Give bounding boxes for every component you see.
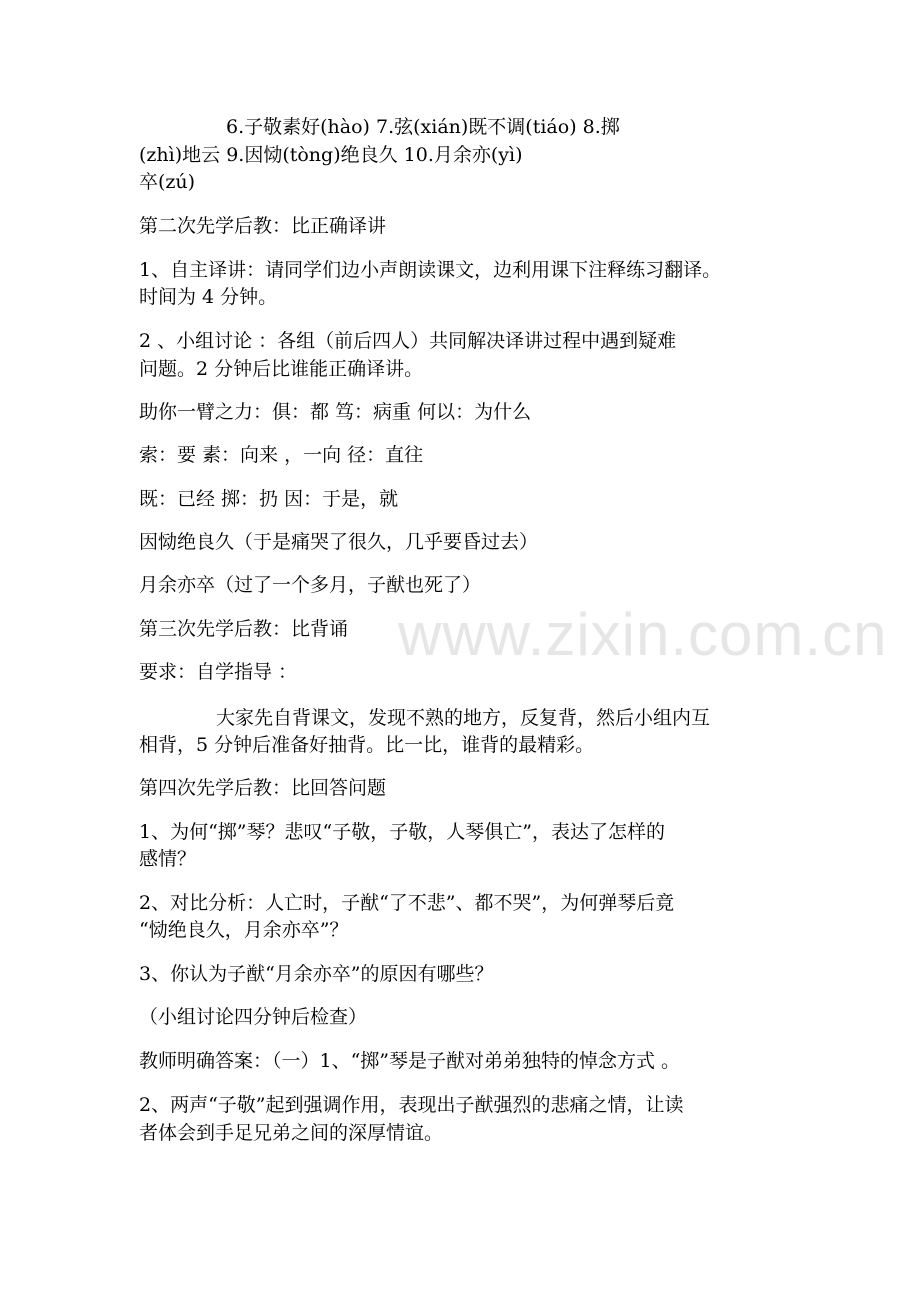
text-line: 6.子敬素好(hào) 7.弦(xián)既不调(tiáo) 8.掷 <box>226 116 620 138</box>
text-line: 时间为 4 分钟。 <box>139 286 278 308</box>
question-line: 1、为何“掷”琴？悲叹“子敬，子敬，人琴俱亡”，表达了怎样的 <box>139 821 665 843</box>
text-line: 问题。2 分钟后比谁能正确译讲。 <box>139 358 424 380</box>
text-line: (zhì)地云 9.因恸(tòng)绝良久 10.月余亦(yì) <box>139 144 523 166</box>
watermark: www.zixin.com.cn <box>398 601 888 668</box>
text-line: 既：已经 掷：扔 因：于是，就 <box>139 488 399 510</box>
text-line: 索：要 素：向来 ，一向 径：直往 <box>139 444 424 466</box>
text-line: 大家先自背课文，发现不熟的地方，反复背，然后小组内互 <box>216 707 711 729</box>
question-line: “恸绝良久，月余亦卒”？ <box>139 919 349 941</box>
text-line: 助你一臂之力：俱：都 笃：病重 何以：为什么 <box>139 401 532 423</box>
answer-line: 2、两声“子敬”起到强调作用，表现出子猷强烈的悲痛之情，让读 <box>139 1094 684 1116</box>
text-line: 月余亦卒（过了一个多月，子猷也死了） <box>139 574 482 596</box>
section-heading: 第二次先学后教：比正确译讲 <box>139 215 387 237</box>
question-line: 2、对比分析：人亡时，子猷“了不悲”、都不哭”，为何弹琴后竟 <box>139 892 675 914</box>
question-line: 感情？ <box>139 848 197 870</box>
text-line: 1、自主译讲：请同学们边小声朗读课文，边利用课下注释练习翻译。 <box>139 259 722 281</box>
text-line: 相背，5 分钟后准备好抽背。比一比，谁背的最精彩。 <box>139 734 595 756</box>
answer-line: 教师明确答案：（一）1、“掷”琴是子猷对弟弟独特的悼念方式 。 <box>139 1050 681 1072</box>
text-line: （小组讨论四分钟后检查） <box>139 1006 368 1028</box>
answer-line: 者体会到手足兄弟之间的深厚情谊。 <box>139 1122 444 1144</box>
text-line: 要求：自学指导 ： <box>139 661 298 683</box>
text-line: 因恸绝良久（于是痛哭了很久，几乎要昏过去） <box>139 531 539 553</box>
text-line: 卒(zú) <box>139 171 196 193</box>
text-line: 2 、小组讨论 ：各组（前后四人）共同解决译讲过程中遇到疑难 <box>139 330 677 352</box>
question-line: 3、你认为子猷“月余亦卒”的原因有哪些？ <box>139 963 494 985</box>
section-heading: 第四次先学后教：比回答问题 <box>139 777 387 799</box>
section-heading: 第三次先学后教：比背诵 <box>139 618 349 640</box>
